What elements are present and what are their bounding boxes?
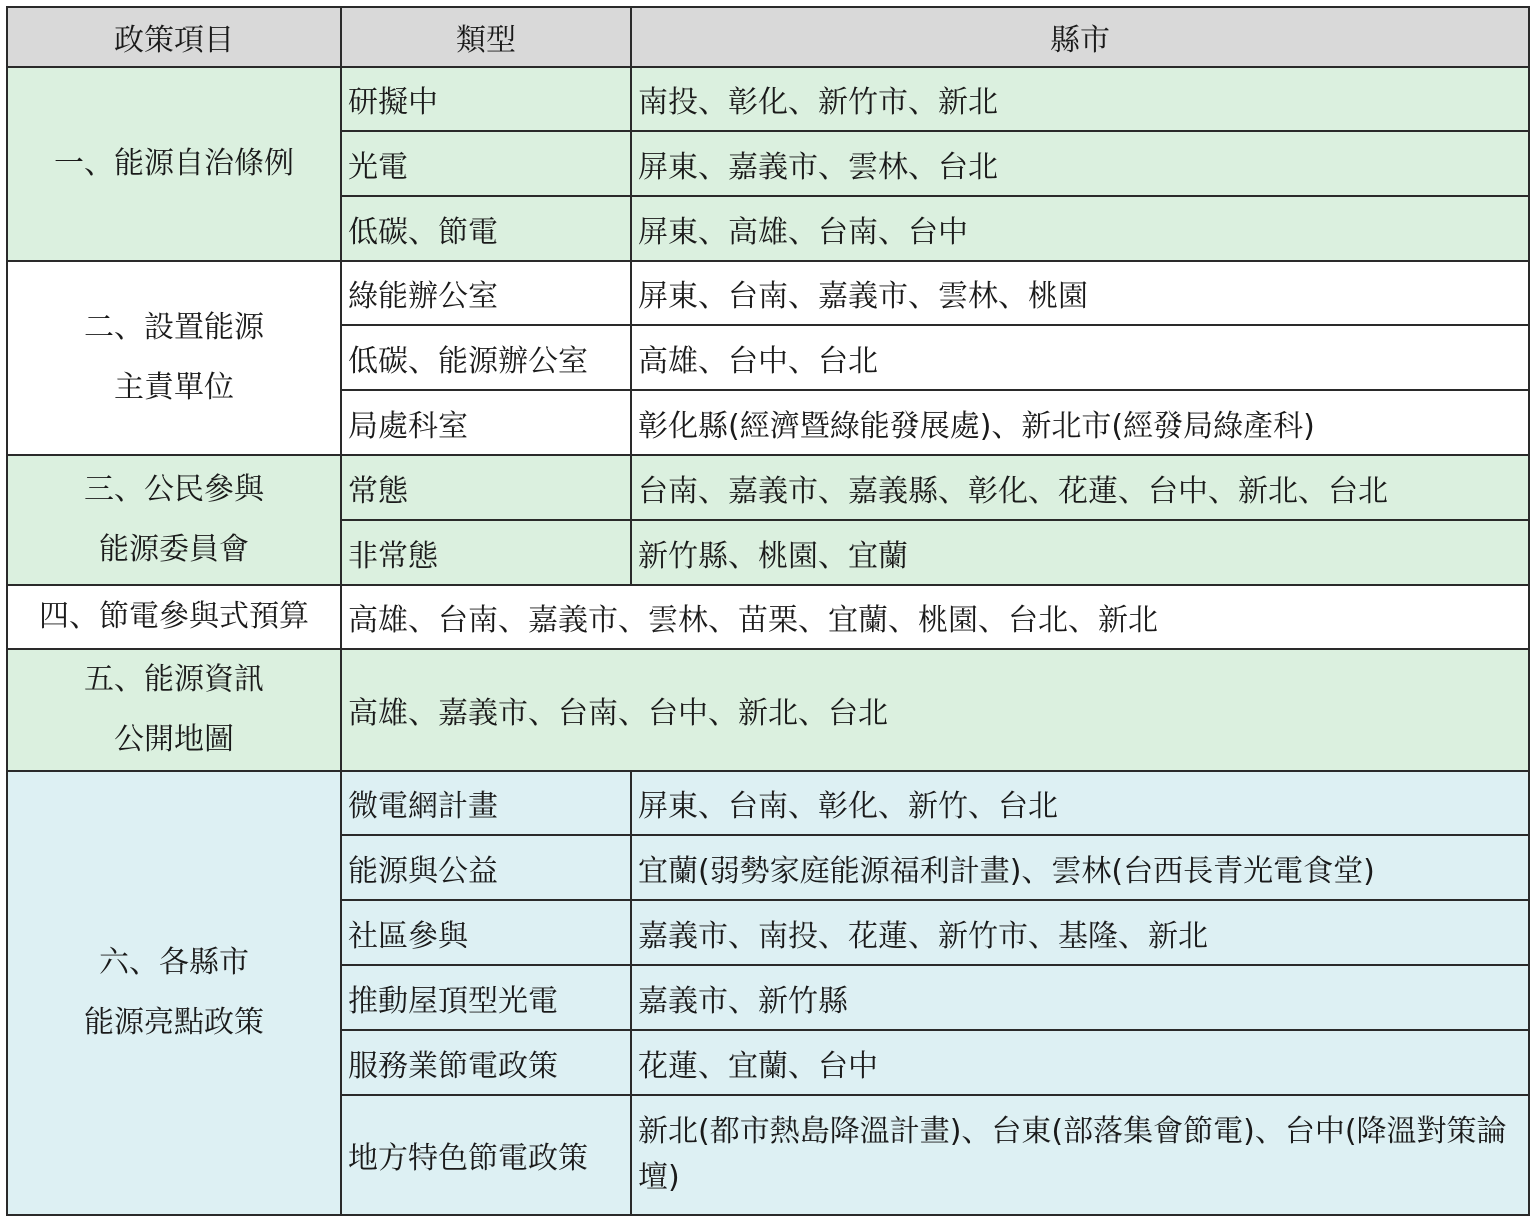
type-cell: 研擬中 (341, 67, 631, 131)
cities-cell: 高雄、台南、嘉義市、雲林、苗栗、宜蘭、桃園、台北、新北 (341, 585, 1529, 649)
cities-cell: 新北(都市熱島降溫計畫)、台東(部落集會節電)、台中(降溫對策論壇) (631, 1095, 1529, 1215)
table-row (7, 67, 1529, 131)
header-item: 政策項目 (7, 7, 341, 67)
section-title-line2: 能源委員會 (99, 532, 249, 567)
type-cell: 地方特色節電政策 (341, 1095, 631, 1215)
cities-cell: 屏東、高雄、台南、台中 (631, 196, 1529, 261)
type-cell: 推動屋頂型光電 (341, 965, 631, 1030)
section-title (7, 649, 341, 771)
type-cell: 低碳、能源辦公室 (341, 325, 631, 390)
type-cell: 能源與公益 (341, 835, 631, 900)
table-row (7, 455, 1529, 520)
cities-cell: 花蓮、宜蘭、台中 (631, 1030, 1529, 1095)
section-title-line1: 二、設置能源 (84, 310, 264, 345)
section-title-text: 一、能源自治條例 (54, 146, 294, 181)
cities-cell: 宜蘭(弱勢家庭能源福利計畫)、雲林(台西長青光電食堂) (631, 835, 1529, 900)
header-cities: 縣市 (631, 7, 1529, 67)
type-cell: 低碳、節電 (341, 196, 631, 261)
section-title (7, 585, 341, 649)
cities-cell: 嘉義市、新竹縣 (631, 965, 1529, 1030)
section-title (7, 261, 341, 455)
header-row (7, 7, 1529, 67)
table-row (7, 261, 1529, 325)
type-cell: 服務業節電政策 (341, 1030, 631, 1095)
header-type: 類型 (341, 7, 631, 67)
cities-cell: 新竹縣、桃園、宜蘭 (631, 520, 1529, 585)
section-title-line2: 主責單位 (114, 370, 234, 405)
section-title-text: 四、節電參與式預算 (39, 599, 309, 634)
table-row (7, 649, 1529, 771)
section-title (7, 455, 341, 585)
cities-cell: 屏東、嘉義市、雲林、台北 (631, 131, 1529, 196)
table-row (7, 771, 1529, 835)
section-title (7, 771, 341, 1215)
type-cell: 常態 (341, 455, 631, 520)
type-cell: 微電網計畫 (341, 771, 631, 835)
type-cell: 社區參與 (341, 900, 631, 965)
section-title-line1: 三、公民參與 (84, 472, 264, 507)
type-cell: 局處科室 (341, 390, 631, 455)
table-row (7, 585, 1529, 649)
section-title-line2: 公開地圖 (114, 722, 234, 757)
cities-cell: 高雄、台中、台北 (631, 325, 1529, 390)
section-title-line1: 五、能源資訊 (84, 662, 264, 697)
type-cell: 非常態 (341, 520, 631, 585)
cities-cell: 屏東、台南、彰化、新竹、台北 (631, 771, 1529, 835)
cities-cell: 嘉義市、南投、花蓮、新竹市、基隆、新北 (631, 900, 1529, 965)
section-title-line1: 六、各縣市 (99, 945, 249, 980)
cities-cell: 彰化縣(經濟暨綠能發展處)、新北市(經發局綠產科) (631, 390, 1529, 455)
section-title-line2: 能源亮點政策 (84, 1005, 264, 1040)
type-cell: 綠能辦公室 (341, 261, 631, 325)
type-cell: 光電 (341, 131, 631, 196)
cities-cell: 屏東、台南、嘉義市、雲林、桃園 (631, 261, 1529, 325)
cities-cell: 高雄、嘉義市、台南、台中、新北、台北 (341, 649, 1529, 771)
section-title (7, 67, 341, 261)
cities-cell: 台南、嘉義市、嘉義縣、彰化、花蓮、台中、新北、台北 (631, 455, 1529, 520)
cities-cell: 南投、彰化、新竹市、新北 (631, 67, 1529, 131)
policy-table (6, 6, 1530, 1216)
